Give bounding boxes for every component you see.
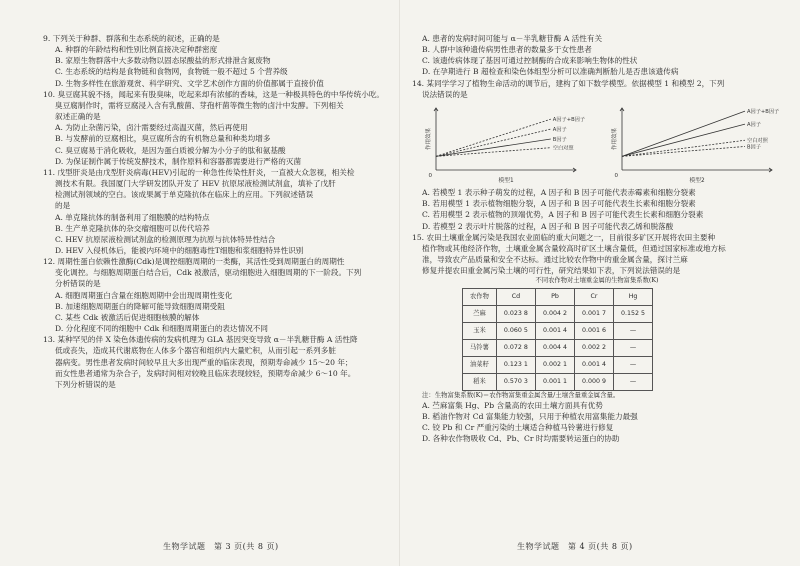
series-label: A因子	[552, 127, 567, 134]
q12-option-c: C. 某些 Cdk 被激活后促进细胞核膜的解体	[55, 312, 200, 322]
table-cell: 0.002 1	[535, 356, 574, 373]
q14-stem-2: 说法错误的是	[422, 89, 468, 99]
table-cell: 0.001 7	[574, 305, 613, 322]
q10-option-a: A. 为防止杂菌污染，卤汁需要经过高温灭菌，然后再使用	[55, 123, 248, 133]
q15-stem-3: 准，导致农产品质量和安全不达标。通过比较农作物中的重金属含量，探讨兰麻	[422, 255, 688, 265]
q15-option-b: B. 稻油作物对 Cd 富集能力较强，只用于种植农用富集能力最强	[422, 412, 638, 422]
table-row	[463, 356, 653, 373]
q9-option-d: D. 生物多样性在旅游观赏、科学研究、文学艺术创作方面的价值都属于直接价值	[55, 78, 324, 88]
q13-option-d: D. 在孕期进行 B 超检查和染色体组型分析可以准确判断胎儿是否患该遗传病	[422, 67, 679, 77]
left-page	[0, 0, 397, 566]
question-13-options	[422, 33, 792, 78]
table-header: Hg	[614, 288, 653, 305]
chart-title: 模型2	[689, 177, 705, 184]
question-14	[412, 78, 792, 232]
table-cell: 0.004 2	[535, 305, 574, 322]
table-cell: 0.001 6	[574, 322, 613, 339]
bioconcentration-table	[462, 288, 653, 391]
table-cell: 0.000 9	[574, 373, 613, 390]
q13-stem-2: 低或丧失，造成其代谢底物在人体多个器官和组织内大量贮积，从而引起一系列多脏	[55, 346, 336, 356]
model-2-chart	[610, 107, 779, 184]
q11-stem-2: 测技术有限。我国厦门大学研发团队开发了 HEV 抗原尿液检测试剂盒，填补了戊肝	[55, 179, 336, 189]
question-15	[412, 232, 792, 445]
table-cell: 玉米	[463, 322, 497, 339]
q9-option-a: A. 种群的年龄结构和性别比例直接决定种群密度	[55, 45, 218, 55]
q10-option-c: C. 臭豆腐易于消化吸收，是因为蛋白质被分解为小分子的肽和氨基酸	[55, 145, 286, 155]
table-row	[463, 322, 653, 339]
q11-option-c: C. HEV 抗原尿液检测试剂盒的检测原理为抗原与抗体特异性结合	[55, 234, 276, 244]
q14-option-d: D. 若模型 2 表示叶片脱落的过程，A 因子和 B 因子可能代表乙烯和脱落酸	[422, 221, 674, 231]
model-1-chart	[424, 108, 585, 184]
q14-option-a: A. 若模型 1 表示种子萌发的过程，A 因子和 B 因子可能代表赤霉素和细胞分裂素	[422, 188, 696, 198]
q13-option-a: A. 患者的发病时间可能与 α－半乳糖苷酶 A 活性有关	[422, 34, 603, 43]
series-line	[622, 140, 745, 156]
series-line	[622, 124, 745, 156]
q13-option-c: C. 该遗传病体现了基因可通过控制酶的合成来影响生物体的性状	[422, 56, 638, 66]
table-cell: —	[614, 356, 653, 373]
series-label: 空白对照	[552, 145, 574, 152]
q13-option-b: B. 人群中该种遗传病男性患者的数量多于女性患者	[422, 45, 592, 55]
table-cell: 0.060 5	[496, 322, 535, 339]
table-cell: 0.123 1	[496, 356, 535, 373]
q11-stem-4: 的是	[55, 201, 71, 211]
table-row	[463, 373, 653, 390]
table-note: 注：生物富集系数(K)＝农作物富集重金属含量/土壤含量重金属含量。	[422, 390, 620, 399]
table-header: Pb	[535, 288, 574, 305]
q10-stem-1: 10. 臭豆腐其貌不扬，闻起来有股臭味，吃起来却有浓郁的香味，这是一种极具特色的中华传统小吃。	[43, 89, 385, 99]
q15-option-d: D. 各种农作物吸收 Cd、Pb、Cr 时均需要转运蛋白的协助	[422, 434, 620, 444]
table-cell: 0.001 4	[574, 356, 613, 373]
q10-option-b: B. 与发酵前的豆腐相比，臭豆腐所含的有机物总量和种类均增多	[55, 134, 271, 144]
y-axis-label: 作用效果	[426, 127, 432, 150]
table-cell: 0.072 8	[496, 339, 535, 356]
table-cell: 0.004 4	[535, 339, 574, 356]
q15-stem-1: 15. 农田土壤重金属污染是我国农业面临的重大问题之一，目前很多矿区开展将农田主要种	[412, 232, 716, 242]
series-label: B因子	[747, 144, 761, 151]
table-header: 农作物	[463, 288, 497, 305]
q15-stem-4: 修复并提农田重金属污染土壤的可行性，研究结果如下表，下列说法错误的是	[422, 266, 681, 276]
series-label: B因子	[552, 136, 567, 143]
table-header-row	[463, 288, 653, 305]
q15-option-c: C. 铰 Pb 和 Cr 严重污染的土壤适合种植马铃薯进行修复	[422, 423, 614, 433]
series-label: A因子+B因子	[747, 109, 780, 116]
q12-stem-1: 12. 周期性蛋白依赖性激酶(Cdk)是调控细胞周期的一类酶，其活性受到周期蛋白的周期性	[43, 257, 345, 267]
q12-stem-3: 分析错误的是	[55, 279, 101, 289]
table-cell: 稻米	[463, 373, 497, 390]
q9-option-b: B. 家原生物群落中大多数动物以固态尿酸盐的形式排泄含氮废物	[55, 56, 271, 66]
q11-option-b: B. 生产单克隆抗体的杂交瘤细胞可以传代培养	[55, 223, 210, 233]
question-11	[43, 167, 397, 256]
chart-title: 模型1	[498, 177, 514, 184]
question-10	[43, 89, 397, 167]
q12-stem-2: 变化调控。与细胞周期蛋白结合后，Cdk 被激活，驱动细胞进入细胞周期的下一阶段。下列	[55, 268, 362, 278]
series-line	[436, 139, 551, 156]
q12-option-b: B. 加速细胞周期蛋白的降解可能导致细胞周期受阻	[55, 301, 225, 311]
origin-label: 0	[614, 172, 618, 179]
left-page-footer: 生物学试题 第 3 页(共 8 页)	[163, 542, 279, 551]
table-cell: —	[614, 373, 653, 390]
q12-option-a: A. 细胞周期蛋白含量在细胞周期中会出现周期性变化	[55, 290, 233, 300]
table-cell: 0.002 2	[574, 339, 613, 356]
q11-stem-3: 检测试剂领域的空白。该成果属于单克隆抗体在临床上的应用。下列叙述错误	[55, 190, 314, 200]
q13-stem-1: 13. 某种罕见的伴 X 染色体遗传病的发病机理为 GLA 基因突变导致 α－半乳糖苷酶 A 活性降	[43, 335, 358, 345]
models-figure	[422, 100, 782, 184]
right-page	[400, 0, 792, 566]
question-13	[43, 334, 397, 390]
table-cell: 0.001 4	[535, 322, 574, 339]
origin-label: 0	[428, 172, 432, 179]
q9-stem: 9. 下列关于种群、群落和生态系统的叙述，正确的是	[43, 34, 220, 43]
table-cell: 0.023 8	[496, 305, 535, 322]
table-header: Cr	[574, 288, 613, 305]
q15-stem-2: 植作物或其他经济作物，土壤重金属含量较高时矿区土壤含量低，但通过国家标准或地方标	[422, 243, 726, 253]
series-line	[436, 119, 551, 156]
table-cell: 马铃薯	[463, 339, 497, 356]
q9-option-c: C. 生态系统的结构是食物链和食物网，食物链一般不超过 5 个营养级	[55, 67, 288, 77]
table-cell: 苎麻	[463, 305, 497, 322]
q14-stem-1: 14. 某同学学习了植物生命活动的调节后，建构了如下数学模型。依据模型 1 和模型 2，下列	[412, 78, 725, 88]
question-12	[43, 256, 397, 334]
table-title: 不同农作物对土壤重金属的生物富集系数(K)	[535, 277, 659, 285]
q10-stem-3: 叙述正确的是	[55, 112, 101, 122]
table-row	[463, 339, 653, 356]
question-9	[43, 33, 397, 89]
q12-option-d: D. 分化程度不同的细胞中 Cdk 和细胞周期蛋白的表达情况不同	[55, 324, 268, 334]
right-page-footer: 生物学试题 第 4 页(共 8 页)	[517, 542, 633, 551]
table-cell: 油菜籽	[463, 356, 497, 373]
table-header: Cd	[496, 288, 535, 305]
table-cell: —	[614, 339, 653, 356]
q10-option-d: D. 为保证制作属于传统发酵技术，制作原料和容器都需要进行严格的灭菌	[55, 156, 302, 166]
series-line	[622, 111, 745, 156]
y-axis-label: 作用效果	[612, 127, 618, 150]
series-label: A因子	[747, 122, 761, 129]
table-cell: 0.570 3	[496, 373, 535, 390]
q13-stem-5: 下列分析错误的是	[55, 379, 116, 389]
q14-option-c: C. 若用模型 2 表示植物的顶端优势，A 因子和 B 因子可能代表生长素和细胞分裂素	[422, 210, 704, 220]
table-row	[463, 305, 653, 322]
table-cell: —	[614, 322, 653, 339]
q14-option-b: B. 若用模型 1 表示植物细胞分裂，A 因子和 B 因子可能代表生长素和细胞分裂素	[422, 199, 696, 209]
q13-stem-3: 器病变。男性患者发病时间较早且大多出现严重的临床表现，预期寿命减少 15～20 年；	[55, 357, 353, 367]
q11-option-a: A. 单克隆抗体的制备利用了细胞膜的结构特点	[55, 212, 210, 222]
q11-option-d: D. HEV 入侵机体后，能被内环境中的细胞毒性T细胞和浆细胞特异性识别	[55, 245, 304, 255]
table-cell: 0.152 5	[614, 305, 653, 322]
series-label: 空白对照	[747, 138, 768, 145]
q13-stem-4: 而女性患者通常为杂合子，发病时间相对较晚且临床表现较轻，预期寿命减少 6～10 年。	[55, 368, 356, 378]
q11-stem-1: 11. 戊型肝炎是由戊型肝炎病毒(HEV)引起的一种急性传染性肝炎，一直被大众忽视，相关检	[43, 167, 355, 177]
series-label: A因子+B因子	[552, 117, 586, 124]
q10-stem-2: 臭豆腐制作时，需将豆腐浸入含有乳酸菌、芽孢杆菌等微生物的卤汁中发酵。下列相关	[55, 100, 344, 110]
q15-option-a: A. 苎麻富集 Hg、Pb 含量高的农田土壤方面具有优势	[422, 401, 603, 410]
table-cell: 0.001 1	[535, 373, 574, 390]
